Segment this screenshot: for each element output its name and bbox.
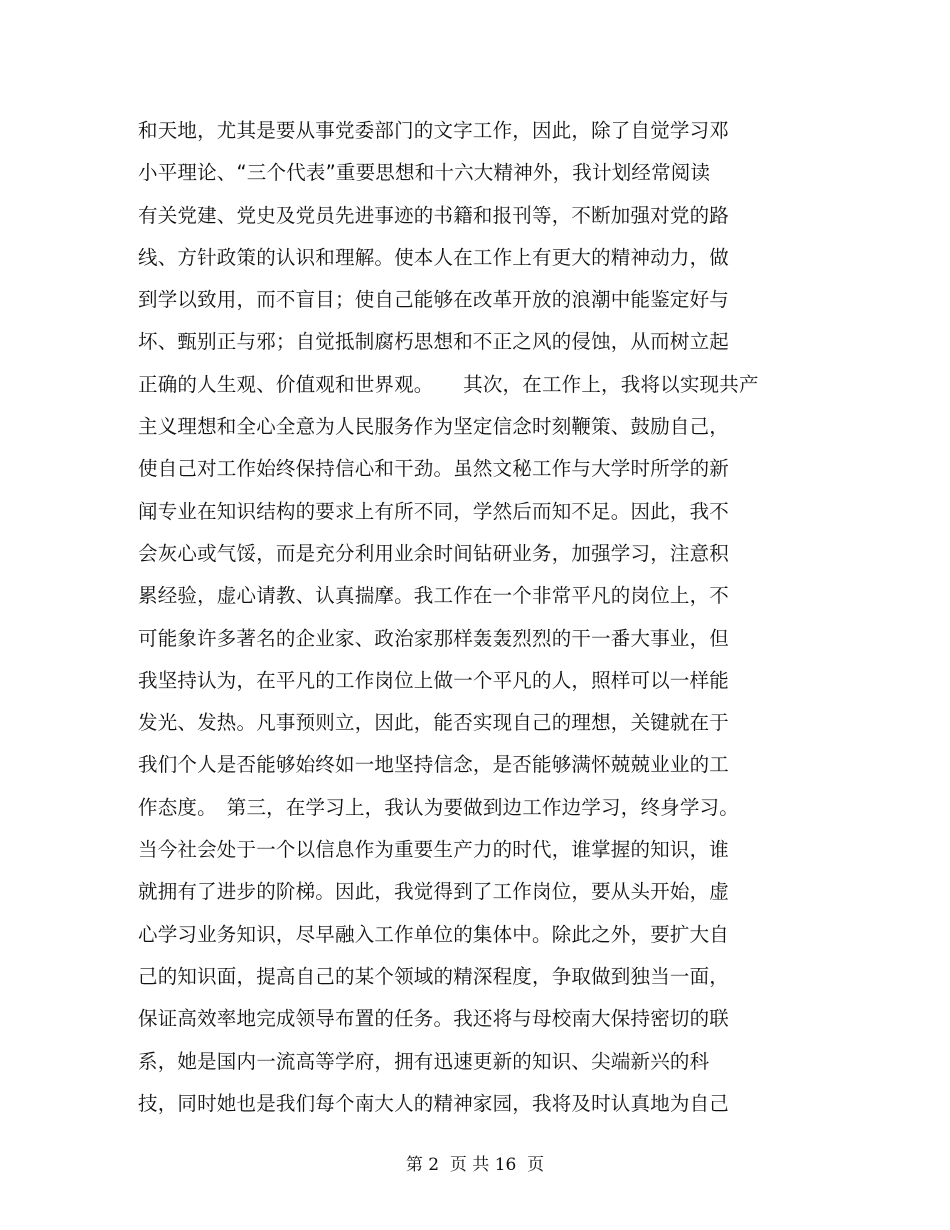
text-line: 系，她是国内一流高等学府，拥有迅速更新的知识、尖端新兴的科 xyxy=(138,1049,710,1073)
text-line: 我们个人是否能够始终如一地坚持信念，是否能够满怀兢兢业业的工 xyxy=(138,753,730,777)
body-text xyxy=(138,110,818,1125)
text-line: 和天地，尤其是要从事党委部门的文字工作，因此，除了自觉学习邓 xyxy=(138,119,730,142)
text-line: 累经验，虚心请教、认真揣摩。我工作在一个非常平凡的岗位上，不 xyxy=(138,584,730,608)
text-line: 正确的人生观、价值观和世界观。 其次，在工作上，我将以实现共产 xyxy=(138,372,759,396)
text-line: 保证高效率地完成领导布置的任务。我还将与母校南大保持密切的联 xyxy=(138,1007,730,1031)
text-line: 发光、发热。凡事预则立，因此，能否实现自己的理想，关键就在于 xyxy=(138,711,730,735)
text-line: 坏、甄别正与邪；自觉抵制腐朽思想和不正之风的侵蚀，从而树立起 xyxy=(138,330,730,354)
text-line: 心学习业务知识，尽早融入工作单位的集体中。除此之外，要扩大自 xyxy=(138,922,730,946)
text-line: 会灰心或气馁，而是充分利用业余时间钻研业务，加强学习，注意积 xyxy=(138,541,730,565)
text-line: 技，同时她也是我们每个南大人的精神家园，我将及时认真地为自己 xyxy=(138,1091,730,1115)
text-line: 线、方针政策的认识和理解。使本人在工作上有更大的精神动力，做 xyxy=(138,245,730,269)
text-line: 作态度。 第三，在学习上，我认为要做到边工作边学习，终身学习。 xyxy=(138,795,739,819)
text-line: 可能象许多著名的企业家、政治家那样轰轰烈烈的干一番大事业，但 xyxy=(138,626,730,650)
text-line: 己的知识面，提高自己的某个领域的精深程度，争取做到独当一面， xyxy=(138,964,730,988)
page-number-footer: 第 2 页 共 16 页 xyxy=(405,1155,545,1175)
text-line: 到学以致用，而不盲目；使自己能够在改革开放的浪潮中能鉴定好与 xyxy=(138,288,730,312)
text-line: 主义理想和全心全意为人民服务作为坚定信念时刻鞭策、鼓励自己， xyxy=(138,415,730,439)
text-line: 就拥有了进步的阶梯。因此，我觉得到了工作岗位，要从头开始，虚 xyxy=(138,880,730,904)
text-line: 我坚持认为，在平凡的工作岗位上做一个平凡的人，照样可以一样能 xyxy=(138,668,730,692)
text-line: 有关党建、党史及党员先进事迹的书籍和报刊等，不断加强对党的路 xyxy=(138,203,730,227)
text-line: 闻专业在知识结构的要求上有所不同，学然后而知不足。因此，我不 xyxy=(138,499,730,523)
text-line: 当今社会处于一个以信息作为重要生产力的时代，谁掌握的知识，谁 xyxy=(138,838,730,862)
text-line: 小平理论、“三个代表”重要思想和十六大精神外，我计划经常阅读 xyxy=(138,161,711,185)
text-line: 使自己对工作始终保持信心和干劲。虽然文秘工作与大学时所学的新 xyxy=(138,457,730,481)
